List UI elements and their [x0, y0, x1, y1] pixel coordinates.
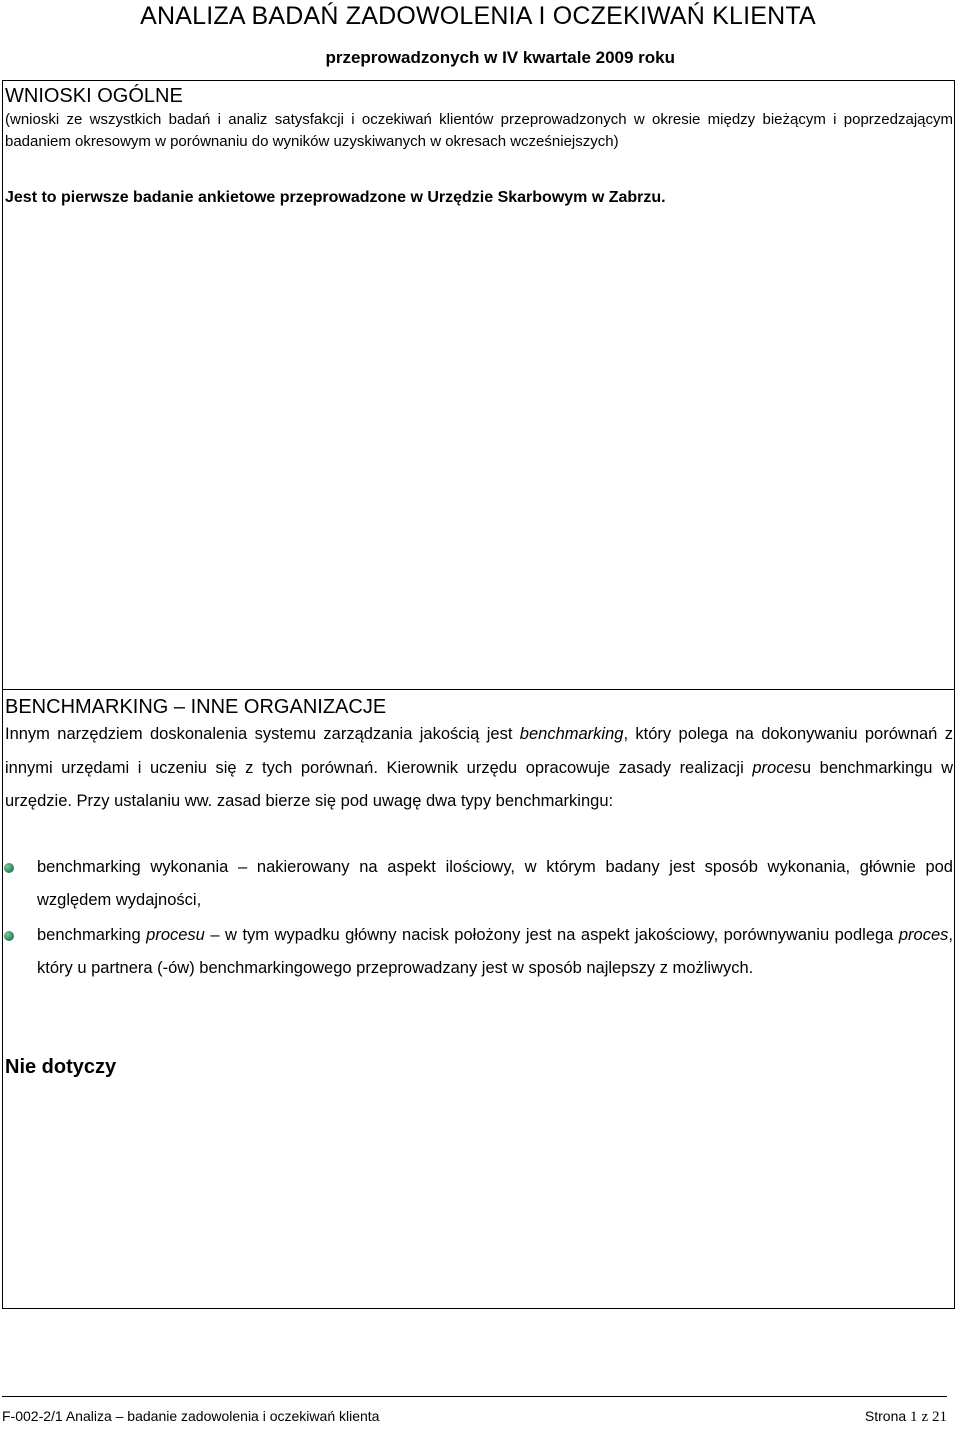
bullet-icon — [4, 931, 14, 941]
list-item: benchmarking wykonania – nakierowany na aspekt ilościowy, w którym badany jest sposób wykonania, głównie pod względem wydajności, — [3, 851, 953, 917]
general-conclusions-heading: WNIOSKI OGÓLNE — [5, 85, 183, 107]
footer-page-number: Strona 1 z 21 — [864, 1408, 947, 1425]
footer-document-id: F-002-2/1 Analiza – badanie zadowolenia i oczekiwań klienta — [2, 1408, 380, 1424]
bullet-icon — [4, 863, 14, 873]
general-conclusions-note: (wnioski ze wszystkich badań i analiz satysfakcji i oczekiwań klientów przeprowadzonych w okresie między bieżącym i poprzedzającym badaniem okresowym w porównaniu do wyników uzyskiwanych w okresach wcześniejszych) — [5, 111, 953, 150]
document-subtitle: przeprowadzonych w IV kwartale 2009 roku — [325, 48, 675, 67]
document-title: ANALIZA BADAŃ ZADOWOLENIA I OCZEKIWAŃ KLIENTA — [140, 2, 816, 30]
benchmarking-paragraph: Innym narzędziem doskonalenia systemu zarządzania jakością jest benchmarking, który polega na dokonywaniu porównań z innymi urzędami i uczeniu się z tych porównań. Kierownik urzędu opracowuje zasady realizacji procesu benchmarkingu w urzędzie. Przy ustalaniu ww. zasad bierze się pod uwagę dwa typy benchmarkingu: — [5, 725, 953, 810]
general-conclusions-statement: Jest to pierwsze badanie ankietowe przeprowadzone w Urzędzie Skarbowym w Zabrzu. — [5, 189, 666, 206]
footer-divider — [2, 1396, 947, 1397]
general-conclusions-box — [2, 80, 955, 690]
list-item: benchmarking procesu – w tym wypadku główny nacisk położony jest na aspekt jakościowy, porównywaniu podlega proces, który u partnera (-ów) benchmarkingowego przeprowadzany jest w sposób najlepszy z możliwych. — [3, 919, 953, 985]
benchmarking-box — [2, 689, 955, 1309]
benchmarking-heading: BENCHMARKING – INNE ORGANIZACJE — [5, 696, 387, 718]
benchmarking-types-list — [3, 851, 953, 987]
benchmarking-conclusion: Nie dotyczy — [5, 1056, 117, 1078]
